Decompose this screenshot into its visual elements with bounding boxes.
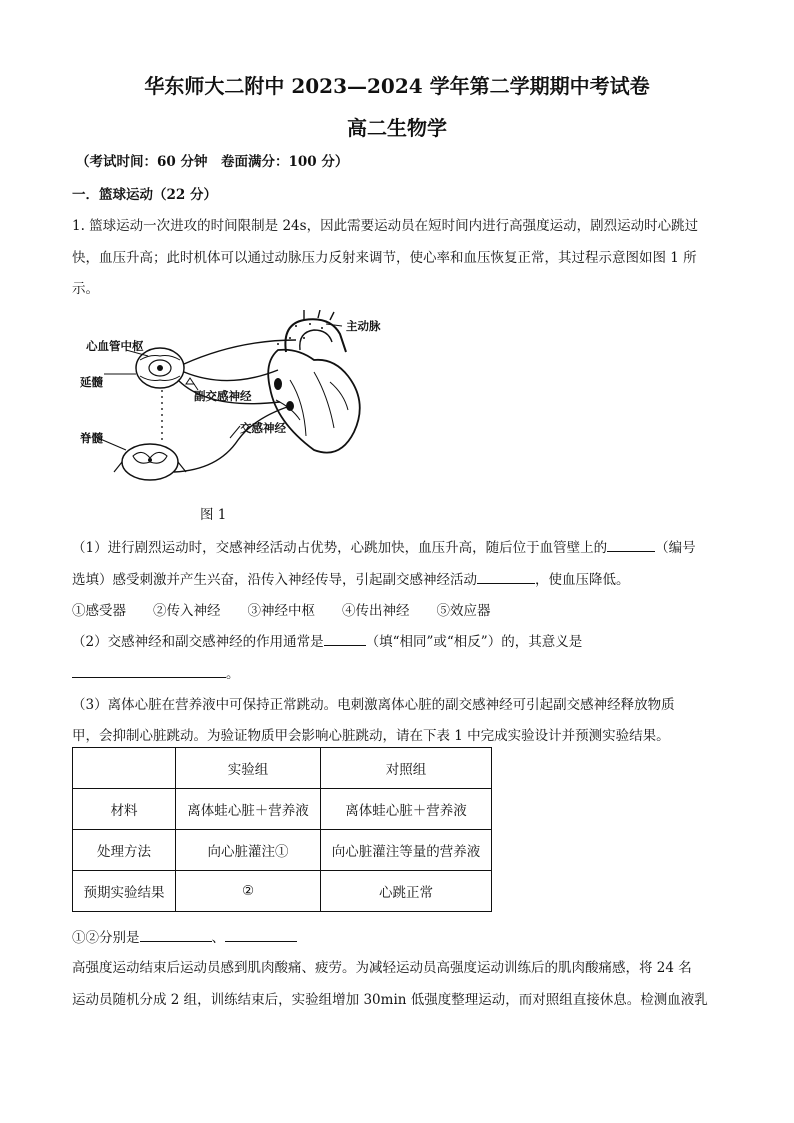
table-header-cell [73, 748, 176, 789]
label-aorta: 主动脉 [346, 319, 381, 333]
exam-title: 华东师大二附中 2023—2024 学年第二学期期中考试卷 [144, 74, 650, 98]
subquestion-1-line [72, 536, 696, 556]
table-cell: 心跳正常 [321, 871, 492, 912]
subquestion-2-line [72, 662, 240, 682]
subquestion-2-text: （2）交感神经和副交感神经的作用通常是 [72, 634, 324, 650]
table-row [73, 830, 492, 871]
table-row [73, 789, 492, 830]
option-list: ①感受器 ②传入神经 ③神经中枢 ④传出神经 ⑤效应器 [72, 603, 491, 619]
table-row [73, 871, 492, 912]
table-cell: 处理方法 [73, 830, 176, 871]
closing-text-line: 运动员随机分成 2 组，训练结束后，实验组增加 30min 低强度整理运动，而对照组直接休息。检测血液乳 [72, 992, 708, 1008]
answer-blank[interactable] [225, 927, 297, 942]
table-header-cell: 对照组 [321, 748, 492, 789]
label-sympathetic: 交感神经 [240, 421, 286, 435]
subquestion-1-text: 选填）感受刺激并产生兴奋，沿传入神经传导，引起副交感神经活动 [72, 572, 477, 588]
label-medulla: 延髓 [80, 375, 103, 389]
table-header-row [73, 748, 492, 789]
question-text-line: 1. 篮球运动一次进攻的时间限制是 24s，因此需要运动员在短时间内进行高强度运动，剧烈运动时心跳过 [72, 218, 699, 234]
experiment-table [72, 747, 492, 912]
table-cell: 材料 [73, 789, 176, 830]
table-cell: 离体蛙心脏＋营养液 [176, 789, 321, 830]
answer-blank[interactable] [72, 663, 226, 678]
subquestion-1-text: ，使血压降低。 [535, 572, 630, 588]
question-text-line: 快，血压升高；此时机体可以通过动脉压力反射来调节，使心率和血压恢复正常，其过程示意图如图 1 所 [72, 250, 697, 266]
table-cell: 预期实验结果 [73, 871, 176, 912]
exam-info: （考试时间：60 分钟 卷面满分：100 分） [76, 154, 349, 170]
answer-line [72, 926, 297, 946]
figure-caption: 图 1 [200, 507, 227, 523]
answer-separator: 、 [211, 930, 225, 946]
line-end-mark: 。 [226, 666, 240, 682]
answer-line-label: ①②分别是 [72, 930, 140, 946]
label-spinal-cord: 脊髓 [80, 431, 103, 445]
question-text-line: 示。 [72, 281, 99, 297]
subquestion-1-text: （编号 [655, 540, 696, 556]
subquestion-3-line: 甲，会抑制心脏跳动。为验证物质甲会影响心脏跳动，请在下表 1 中完成实验设计并预测实验结果。 [72, 728, 670, 744]
subquestion-3-line: （3）离体心脏在营养液中可保持正常跳动。电刺激离体心脏的副交感神经可引起副交感神经释放物质 [72, 697, 675, 713]
section-heading: 一．篮球运动（22 分） [72, 187, 217, 203]
label-cardiovascular-center: 心血管中枢 [86, 339, 144, 353]
subquestion-1-line [72, 568, 630, 588]
answer-blank[interactable] [324, 631, 366, 646]
subject-title: 高二生物学 [347, 116, 447, 140]
subquestion-1-text: （1）进行剧烈运动时，交感神经活动占优势，心跳加快，血压升高，随后位于血管壁上的 [72, 540, 608, 556]
answer-blank[interactable] [477, 569, 535, 584]
subquestion-2-text: （填“相同”或“相反”）的，其意义是 [365, 634, 583, 650]
reflex-diagram [78, 310, 381, 490]
table-cell: 离体蛙心脏＋营养液 [321, 789, 492, 830]
table-cell: 向心脏灌注① [176, 830, 321, 871]
table-cell: ② [176, 871, 321, 912]
table-header-cell: 实验组 [176, 748, 321, 789]
closing-text-line: 高强度运动结束后运动员感到肌肉酸痛、疲劳。为减轻运动员高强度运动训练后的肌肉酸痛感，将 24 名 [72, 960, 692, 976]
answer-blank[interactable] [140, 927, 212, 942]
table-cell: 向心脏灌注等量的营养液 [321, 830, 492, 871]
subquestion-2-line [72, 630, 582, 650]
answer-blank[interactable] [607, 537, 655, 552]
label-parasympathetic: 副交感神经 [194, 389, 252, 403]
